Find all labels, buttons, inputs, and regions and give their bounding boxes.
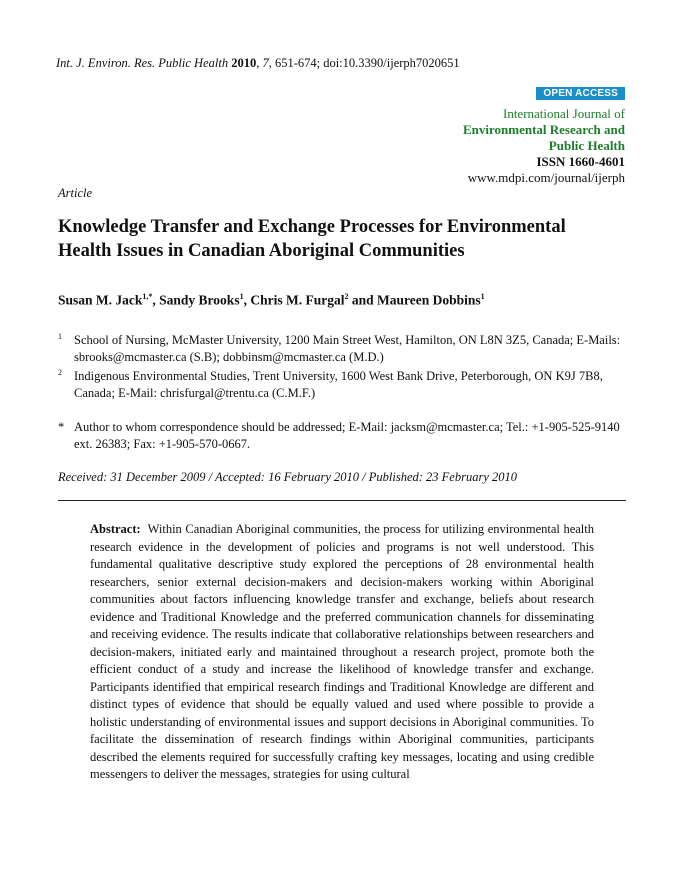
journal-name-line2: Environmental Research and bbox=[462, 122, 625, 137]
journal-abbrev: Int. J. Environ. Res. Public Health bbox=[56, 56, 229, 70]
citation-line: Int. J. Environ. Res. Public Health 2010, 7, 651-674; doi:10.3390/ijerph7020651 bbox=[56, 56, 460, 70]
article-type: Article bbox=[58, 186, 93, 200]
correspondence-text: Author to whom correspondence should be addressed; E-Mail: jacksm@mcmaster.ca; Tel.: +1-905-525-9140 ext. 26383; Fax: +1-905-570-0667. bbox=[74, 420, 620, 451]
journal-block bbox=[463, 106, 625, 186]
journal-issn: ISSN 1660-4601 bbox=[536, 154, 625, 169]
citation-year: 2010 bbox=[231, 56, 257, 70]
affiliation-1 bbox=[58, 332, 628, 366]
citation-volume: 7 bbox=[262, 56, 269, 70]
author-separator: and bbox=[348, 292, 377, 308]
affiliation-text: School of Nursing, McMaster University, 1200 Main Street West, Hamilton, ON L8N 3Z5, Canada; E-Mails: sbrooks@mcmaster.ca (S.B); dobbinsm@mcmaster.ca (M.D.) bbox=[74, 333, 621, 364]
author-name: Sandy Brooks bbox=[159, 292, 240, 308]
correspondence-star: * bbox=[58, 420, 65, 434]
abstract bbox=[90, 521, 594, 784]
author-affiliation-marker: 1 bbox=[480, 292, 485, 301]
open-access-badge: OPEN ACCESS bbox=[536, 87, 625, 100]
author-separator: , bbox=[243, 292, 251, 308]
journal-name-line3: Public Health bbox=[548, 138, 625, 153]
affiliation-number: 2 bbox=[58, 368, 62, 377]
publication-dates: Received: 31 December 2009 / Accepted: 16 February 2010 / Published: 23 February 2010 bbox=[58, 470, 518, 484]
journal-name-line1: International Journal of bbox=[502, 106, 625, 121]
paper-title: Knowledge Transfer and Exchange Processes for Environmental Health Issues in Canadian Aboriginal Communities bbox=[58, 217, 566, 261]
author-affiliation-marker: 2 bbox=[344, 292, 349, 301]
author-affiliation-marker: 1,* bbox=[142, 292, 153, 301]
author-name: Maureen Dobbins bbox=[376, 292, 481, 308]
abstract-label: Abstract: bbox=[90, 522, 141, 536]
affiliation-2 bbox=[58, 368, 628, 402]
abstract-text: Within Canadian Aboriginal communities, the process for utilizing environmental health research evidence in the development of policies and programs is not well understood. This fundamental qualitative descriptive study explored the perceptions of 28 environmental health researchers, senior external decision-makers and decision-makers working within Aboriginal communities about factors influencing knowledge transfer and exchange, beliefs about research evidence and Traditional Knowledge and the preferred communication channels for disseminating and receiving evidence. The results indicate that collaborative relationships between researchers and decision-makers, initiated early and maintained throughout a research project, promote both the efficient conduct of a study and increase the likelihood of knowledge transfer and exchange. Participants identified that empirical research findings and Traditional Knowledge are different and distinct types of evidence that should be equally valued and used where possible to provide a holistic understanding of environmental issues and support decisions in Aboriginal communities. To facilitate the dissemination of research findings within Aboriginal communities, participants described the elements required for successfully crafting key messages, locating and using credible messengers to deliver the messages, strategies for using cultural bbox=[90, 522, 594, 781]
affiliation-text: Indigenous Environmental Studies, Trent University, 1600 West Bank Drive, Peterborough, ON K9J 7B8, Canada; E-Mail: chrisfurgal@trentu.ca (C.M.F.) bbox=[74, 369, 603, 400]
author-name: Chris M. Furgal bbox=[250, 292, 345, 308]
author-name: Susan M. Jack bbox=[58, 292, 143, 308]
correspondence-note bbox=[58, 419, 628, 453]
affiliation-number: 1 bbox=[58, 332, 62, 341]
author-affiliation-marker: 1 bbox=[239, 292, 244, 301]
author-separator: , bbox=[152, 292, 160, 308]
section-divider bbox=[58, 500, 626, 501]
citation-pages: , 651-674; doi:10.3390/ijerph7020651 bbox=[268, 56, 460, 70]
author-list bbox=[58, 292, 485, 309]
journal-url: www.mdpi.com/journal/ijerph bbox=[467, 170, 625, 185]
